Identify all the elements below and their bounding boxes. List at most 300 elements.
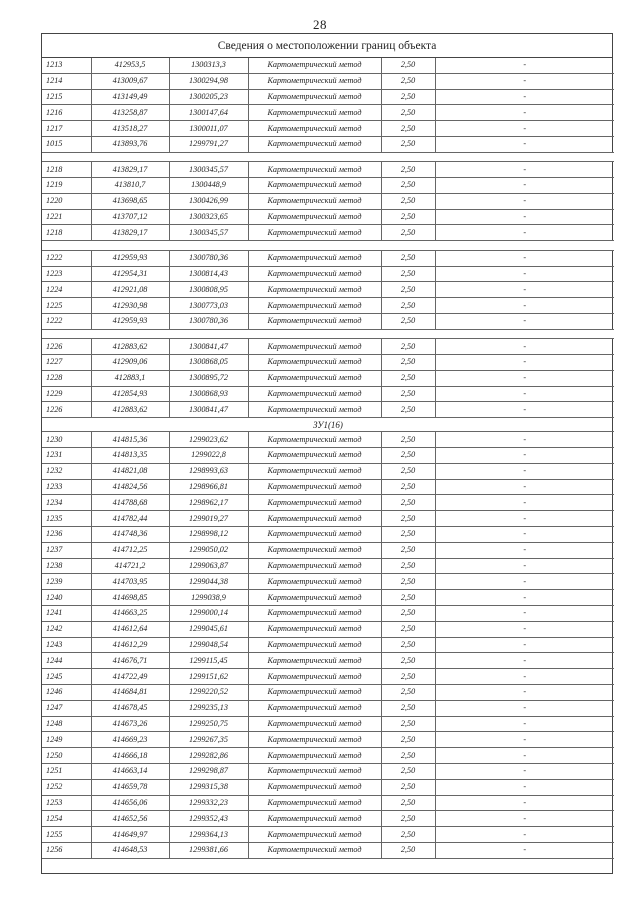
- group-separator: [42, 152, 614, 162]
- accuracy-cell: 2,50: [381, 209, 435, 225]
- point-number-cell: 1243: [42, 637, 91, 653]
- accuracy-cell: 2,50: [381, 542, 435, 558]
- x-coordinate-cell: 414669,23: [91, 732, 169, 748]
- table-row: [42, 250, 614, 266]
- point-number-cell: 1256: [42, 842, 91, 858]
- table-row: [42, 637, 614, 653]
- point-number-cell: 1250: [42, 748, 91, 764]
- description-cell: -: [435, 716, 614, 732]
- x-coordinate-cell: 414824,56: [91, 479, 169, 495]
- accuracy-cell: 2,50: [381, 716, 435, 732]
- table-row: [42, 266, 614, 282]
- x-coordinate-cell: 413810,7: [91, 178, 169, 194]
- table-row: [42, 402, 614, 418]
- description-cell: -: [435, 827, 614, 843]
- description-cell: -: [435, 542, 614, 558]
- point-number-cell: 1214: [42, 73, 91, 89]
- x-coordinate-cell: 412854,93: [91, 386, 169, 402]
- method-cell: Картометрический метод: [248, 448, 381, 464]
- table-row: [42, 700, 614, 716]
- table-row: [42, 763, 614, 779]
- point-number-cell: 1231: [42, 448, 91, 464]
- group-separator-row: [42, 152, 614, 162]
- x-coordinate-cell: 413698,65: [91, 193, 169, 209]
- method-cell: Картометрический метод: [248, 313, 381, 329]
- description-cell: -: [435, 386, 614, 402]
- accuracy-cell: 2,50: [381, 795, 435, 811]
- method-cell: Картометрический метод: [248, 339, 381, 355]
- x-coordinate-cell: 414815,36: [91, 432, 169, 448]
- table-row: [42, 495, 614, 511]
- point-number-cell: 1242: [42, 621, 91, 637]
- description-cell: -: [435, 748, 614, 764]
- table-row: [42, 105, 614, 121]
- description-cell: -: [435, 298, 614, 314]
- method-cell: Картометрический метод: [248, 162, 381, 178]
- x-coordinate-cell: 414684,81: [91, 684, 169, 700]
- point-number-cell: 1241: [42, 606, 91, 622]
- x-coordinate-cell: 413829,17: [91, 225, 169, 241]
- method-cell: Картометрический метод: [248, 763, 381, 779]
- x-coordinate-cell: 414676,71: [91, 653, 169, 669]
- method-cell: Картометрический метод: [248, 637, 381, 653]
- method-cell: Картометрический метод: [248, 653, 381, 669]
- point-number-cell: 1249: [42, 732, 91, 748]
- table-row: [42, 795, 614, 811]
- method-cell: Картометрический метод: [248, 779, 381, 795]
- y-coordinate-cell: 1299063,87: [169, 558, 248, 574]
- method-cell: Картометрический метод: [248, 700, 381, 716]
- coordinates-table: [42, 58, 614, 859]
- description-cell: -: [435, 209, 614, 225]
- x-coordinate-cell: 414663,25: [91, 606, 169, 622]
- point-number-cell: 1222: [42, 250, 91, 266]
- y-coordinate-cell: 1300345,57: [169, 162, 248, 178]
- y-coordinate-cell: 1300814,43: [169, 266, 248, 282]
- table-row: [42, 653, 614, 669]
- method-cell: Картометрический метод: [248, 463, 381, 479]
- description-cell: -: [435, 779, 614, 795]
- description-cell: -: [435, 795, 614, 811]
- table-row: [42, 669, 614, 685]
- table-row: [42, 448, 614, 464]
- description-cell: -: [435, 700, 614, 716]
- table-row: [42, 225, 614, 241]
- accuracy-cell: 2,50: [381, 89, 435, 105]
- point-number-cell: 1238: [42, 558, 91, 574]
- method-cell: Картометрический метод: [248, 250, 381, 266]
- accuracy-cell: 2,50: [381, 479, 435, 495]
- table-row: [42, 716, 614, 732]
- point-number-cell: 1245: [42, 669, 91, 685]
- x-coordinate-cell: 413518,27: [91, 121, 169, 137]
- description-cell: -: [435, 250, 614, 266]
- description-cell: -: [435, 162, 614, 178]
- description-cell: -: [435, 653, 614, 669]
- accuracy-cell: 2,50: [381, 73, 435, 89]
- y-coordinate-cell: 1299235,13: [169, 700, 248, 716]
- description-cell: -: [435, 495, 614, 511]
- accuracy-cell: 2,50: [381, 225, 435, 241]
- x-coordinate-cell: 414666,18: [91, 748, 169, 764]
- accuracy-cell: 2,50: [381, 448, 435, 464]
- method-cell: Картометрический метод: [248, 402, 381, 418]
- table-row: [42, 827, 614, 843]
- group-separator: [42, 329, 614, 339]
- x-coordinate-cell: 414703,95: [91, 574, 169, 590]
- description-cell: -: [435, 763, 614, 779]
- method-cell: Картометрический метод: [248, 225, 381, 241]
- table-row: [42, 73, 614, 89]
- method-cell: Картометрический метод: [248, 178, 381, 194]
- method-cell: Картометрический метод: [248, 370, 381, 386]
- table-row: [42, 121, 614, 137]
- point-number-cell: 1252: [42, 779, 91, 795]
- accuracy-cell: 2,50: [381, 121, 435, 137]
- description-cell: -: [435, 89, 614, 105]
- point-number-cell: 1218: [42, 162, 91, 178]
- point-number-cell: 1213: [42, 58, 91, 73]
- x-coordinate-cell: 413009,67: [91, 73, 169, 89]
- boundary-coordinates-document: [41, 33, 613, 874]
- table-row: [42, 313, 614, 329]
- x-coordinate-cell: 414821,08: [91, 463, 169, 479]
- description-cell: -: [435, 637, 614, 653]
- description-cell: -: [435, 193, 614, 209]
- x-coordinate-cell: 414712,25: [91, 542, 169, 558]
- description-cell: -: [435, 684, 614, 700]
- table-row: [42, 779, 614, 795]
- method-cell: Картометрический метод: [248, 574, 381, 590]
- point-number-cell: 1223: [42, 266, 91, 282]
- table-row: [42, 590, 614, 606]
- point-number-cell: 1218: [42, 225, 91, 241]
- y-coordinate-cell: 1299250,75: [169, 716, 248, 732]
- y-coordinate-cell: 1300205,23: [169, 89, 248, 105]
- y-coordinate-cell: 1300808,95: [169, 282, 248, 298]
- y-coordinate-cell: 1300780,36: [169, 250, 248, 266]
- y-coordinate-cell: 1299282,86: [169, 748, 248, 764]
- y-coordinate-cell: 1298998,12: [169, 527, 248, 543]
- x-coordinate-cell: 414813,35: [91, 448, 169, 464]
- y-coordinate-cell: 1299038,9: [169, 590, 248, 606]
- table-row: [42, 282, 614, 298]
- method-cell: Картометрический метод: [248, 716, 381, 732]
- y-coordinate-cell: 1299048,54: [169, 637, 248, 653]
- table-row: [42, 479, 614, 495]
- x-coordinate-cell: 412883,1: [91, 370, 169, 386]
- x-coordinate-cell: 414648,53: [91, 842, 169, 858]
- table-row: [42, 542, 614, 558]
- y-coordinate-cell: 1300773,03: [169, 298, 248, 314]
- table-row: [42, 339, 614, 355]
- x-coordinate-cell: 414721,2: [91, 558, 169, 574]
- point-number-cell: 1237: [42, 542, 91, 558]
- point-number-cell: 1232: [42, 463, 91, 479]
- table-row: [42, 558, 614, 574]
- point-number-cell: 1229: [42, 386, 91, 402]
- accuracy-cell: 2,50: [381, 266, 435, 282]
- accuracy-cell: 2,50: [381, 193, 435, 209]
- x-coordinate-cell: 413258,87: [91, 105, 169, 121]
- table-row: [42, 89, 614, 105]
- accuracy-cell: 2,50: [381, 732, 435, 748]
- method-cell: Картометрический метод: [248, 748, 381, 764]
- description-cell: -: [435, 479, 614, 495]
- point-number-cell: 1246: [42, 684, 91, 700]
- method-cell: Картометрический метод: [248, 432, 381, 448]
- accuracy-cell: 2,50: [381, 386, 435, 402]
- point-number-cell: 1015: [42, 136, 91, 152]
- y-coordinate-cell: 1300313,3: [169, 58, 248, 73]
- section-label-row: [42, 418, 614, 432]
- y-coordinate-cell: 1300841,47: [169, 402, 248, 418]
- method-cell: Картометрический метод: [248, 58, 381, 73]
- method-cell: Картометрический метод: [248, 621, 381, 637]
- y-coordinate-cell: 1298962,17: [169, 495, 248, 511]
- point-number-cell: 1233: [42, 479, 91, 495]
- x-coordinate-cell: 413829,17: [91, 162, 169, 178]
- table-row: [42, 748, 614, 764]
- coordinates-table-body: [42, 58, 614, 858]
- point-number-cell: 1254: [42, 811, 91, 827]
- point-number-cell: 1216: [42, 105, 91, 121]
- table-row: [42, 162, 614, 178]
- y-coordinate-cell: 1299044,38: [169, 574, 248, 590]
- accuracy-cell: 2,50: [381, 574, 435, 590]
- y-coordinate-cell: 1300294,98: [169, 73, 248, 89]
- x-coordinate-cell: 412930,98: [91, 298, 169, 314]
- point-number-cell: 1226: [42, 402, 91, 418]
- method-cell: Картометрический метод: [248, 590, 381, 606]
- accuracy-cell: 2,50: [381, 298, 435, 314]
- y-coordinate-cell: 1299115,45: [169, 653, 248, 669]
- x-coordinate-cell: 414612,29: [91, 637, 169, 653]
- description-cell: -: [435, 58, 614, 73]
- accuracy-cell: 2,50: [381, 58, 435, 73]
- y-coordinate-cell: 1299315,38: [169, 779, 248, 795]
- method-cell: Картометрический метод: [248, 105, 381, 121]
- table-row: [42, 606, 614, 622]
- point-number-cell: 1221: [42, 209, 91, 225]
- table-title: Сведения о местоположении границ объекта: [42, 34, 612, 58]
- table-row: [42, 511, 614, 527]
- section-label: ЗУ1(16): [42, 418, 614, 432]
- description-cell: -: [435, 511, 614, 527]
- y-coordinate-cell: 1300345,57: [169, 225, 248, 241]
- point-number-cell: 1225: [42, 298, 91, 314]
- accuracy-cell: 2,50: [381, 495, 435, 511]
- table-row: [42, 193, 614, 209]
- table-row: [42, 298, 614, 314]
- x-coordinate-cell: 414656,06: [91, 795, 169, 811]
- y-coordinate-cell: 1299045,61: [169, 621, 248, 637]
- method-cell: Картометрический метод: [248, 511, 381, 527]
- y-coordinate-cell: 1299381,66: [169, 842, 248, 858]
- description-cell: -: [435, 225, 614, 241]
- x-coordinate-cell: 414652,56: [91, 811, 169, 827]
- accuracy-cell: 2,50: [381, 842, 435, 858]
- method-cell: Картометрический метод: [248, 795, 381, 811]
- method-cell: Картометрический метод: [248, 282, 381, 298]
- accuracy-cell: 2,50: [381, 178, 435, 194]
- table-row: [42, 432, 614, 448]
- accuracy-cell: 2,50: [381, 432, 435, 448]
- x-coordinate-cell: 412921,08: [91, 282, 169, 298]
- point-number-cell: 1234: [42, 495, 91, 511]
- y-coordinate-cell: 1299364,13: [169, 827, 248, 843]
- y-coordinate-cell: 1300448,9: [169, 178, 248, 194]
- table-row: [42, 386, 614, 402]
- method-cell: Картометрический метод: [248, 298, 381, 314]
- accuracy-cell: 2,50: [381, 684, 435, 700]
- description-cell: -: [435, 355, 614, 371]
- y-coordinate-cell: 1299332,23: [169, 795, 248, 811]
- y-coordinate-cell: 1300895,72: [169, 370, 248, 386]
- point-number-cell: 1230: [42, 432, 91, 448]
- table-row: [42, 811, 614, 827]
- point-number-cell: 1253: [42, 795, 91, 811]
- method-cell: Картометрический метод: [248, 827, 381, 843]
- accuracy-cell: 2,50: [381, 763, 435, 779]
- y-coordinate-cell: 1300011,07: [169, 121, 248, 137]
- description-cell: -: [435, 73, 614, 89]
- x-coordinate-cell: 413149,49: [91, 89, 169, 105]
- x-coordinate-cell: 413893,76: [91, 136, 169, 152]
- y-coordinate-cell: 1299000,14: [169, 606, 248, 622]
- x-coordinate-cell: 412959,93: [91, 250, 169, 266]
- y-coordinate-cell: 1300426,99: [169, 193, 248, 209]
- table-row: [42, 136, 614, 152]
- table-row: [42, 684, 614, 700]
- method-cell: Картометрический метод: [248, 193, 381, 209]
- point-number-cell: 1244: [42, 653, 91, 669]
- description-cell: -: [435, 463, 614, 479]
- description-cell: -: [435, 811, 614, 827]
- group-separator-row: [42, 241, 614, 251]
- description-cell: -: [435, 669, 614, 685]
- x-coordinate-cell: 414663,14: [91, 763, 169, 779]
- y-coordinate-cell: 1300868,05: [169, 355, 248, 371]
- point-number-cell: 1215: [42, 89, 91, 105]
- point-number-cell: 1248: [42, 716, 91, 732]
- y-coordinate-cell: 1299791,27: [169, 136, 248, 152]
- accuracy-cell: 2,50: [381, 313, 435, 329]
- table-row: [42, 209, 614, 225]
- y-coordinate-cell: 1299298,87: [169, 763, 248, 779]
- method-cell: Картометрический метод: [248, 355, 381, 371]
- accuracy-cell: 2,50: [381, 402, 435, 418]
- accuracy-cell: 2,50: [381, 621, 435, 637]
- x-coordinate-cell: 412954,31: [91, 266, 169, 282]
- table-row: [42, 842, 614, 858]
- description-cell: -: [435, 178, 614, 194]
- description-cell: -: [435, 402, 614, 418]
- accuracy-cell: 2,50: [381, 558, 435, 574]
- point-number-cell: 1228: [42, 370, 91, 386]
- x-coordinate-cell: 414612,64: [91, 621, 169, 637]
- accuracy-cell: 2,50: [381, 370, 435, 386]
- point-number-cell: 1226: [42, 339, 91, 355]
- method-cell: Картометрический метод: [248, 386, 381, 402]
- table-row: [42, 574, 614, 590]
- point-number-cell: 1220: [42, 193, 91, 209]
- method-cell: Картометрический метод: [248, 558, 381, 574]
- x-coordinate-cell: 414678,45: [91, 700, 169, 716]
- accuracy-cell: 2,50: [381, 136, 435, 152]
- accuracy-cell: 2,50: [381, 827, 435, 843]
- method-cell: Картометрический метод: [248, 209, 381, 225]
- page-number: 28: [313, 17, 327, 32]
- point-number-cell: 1240: [42, 590, 91, 606]
- y-coordinate-cell: 1299022,8: [169, 448, 248, 464]
- description-cell: -: [435, 590, 614, 606]
- accuracy-cell: 2,50: [381, 748, 435, 764]
- group-separator-row: [42, 329, 614, 339]
- group-separator: [42, 241, 614, 251]
- description-cell: -: [435, 606, 614, 622]
- method-cell: Картометрический метод: [248, 842, 381, 858]
- method-cell: Картометрический метод: [248, 684, 381, 700]
- table-row: [42, 58, 614, 73]
- y-coordinate-cell: 1299220,52: [169, 684, 248, 700]
- description-cell: -: [435, 313, 614, 329]
- method-cell: Картометрический метод: [248, 136, 381, 152]
- y-coordinate-cell: 1300147,64: [169, 105, 248, 121]
- point-number-cell: 1219: [42, 178, 91, 194]
- accuracy-cell: 2,50: [381, 606, 435, 622]
- table-row: [42, 732, 614, 748]
- accuracy-cell: 2,50: [381, 511, 435, 527]
- x-coordinate-cell: 414788,68: [91, 495, 169, 511]
- accuracy-cell: 2,50: [381, 339, 435, 355]
- accuracy-cell: 2,50: [381, 590, 435, 606]
- x-coordinate-cell: 414782,44: [91, 511, 169, 527]
- accuracy-cell: 2,50: [381, 250, 435, 266]
- accuracy-cell: 2,50: [381, 162, 435, 178]
- y-coordinate-cell: 1298993,63: [169, 463, 248, 479]
- y-coordinate-cell: 1298966,81: [169, 479, 248, 495]
- method-cell: Картометрический метод: [248, 606, 381, 622]
- accuracy-cell: 2,50: [381, 700, 435, 716]
- table-row: [42, 527, 614, 543]
- x-coordinate-cell: 414673,26: [91, 716, 169, 732]
- y-coordinate-cell: 1299019,27: [169, 511, 248, 527]
- method-cell: Картометрический метод: [248, 669, 381, 685]
- description-cell: -: [435, 266, 614, 282]
- description-cell: -: [435, 558, 614, 574]
- x-coordinate-cell: 414649,97: [91, 827, 169, 843]
- point-number-cell: 1247: [42, 700, 91, 716]
- x-coordinate-cell: 412959,93: [91, 313, 169, 329]
- description-cell: -: [435, 136, 614, 152]
- point-number-cell: 1251: [42, 763, 91, 779]
- method-cell: Картометрический метод: [248, 811, 381, 827]
- table-row: [42, 178, 614, 194]
- description-cell: -: [435, 574, 614, 590]
- method-cell: Картометрический метод: [248, 89, 381, 105]
- point-number-cell: 1239: [42, 574, 91, 590]
- description-cell: -: [435, 370, 614, 386]
- method-cell: Картометрический метод: [248, 73, 381, 89]
- method-cell: Картометрический метод: [248, 121, 381, 137]
- description-cell: -: [435, 527, 614, 543]
- table-row: [42, 463, 614, 479]
- accuracy-cell: 2,50: [381, 527, 435, 543]
- description-cell: -: [435, 121, 614, 137]
- x-coordinate-cell: 414722,49: [91, 669, 169, 685]
- x-coordinate-cell: 413707,12: [91, 209, 169, 225]
